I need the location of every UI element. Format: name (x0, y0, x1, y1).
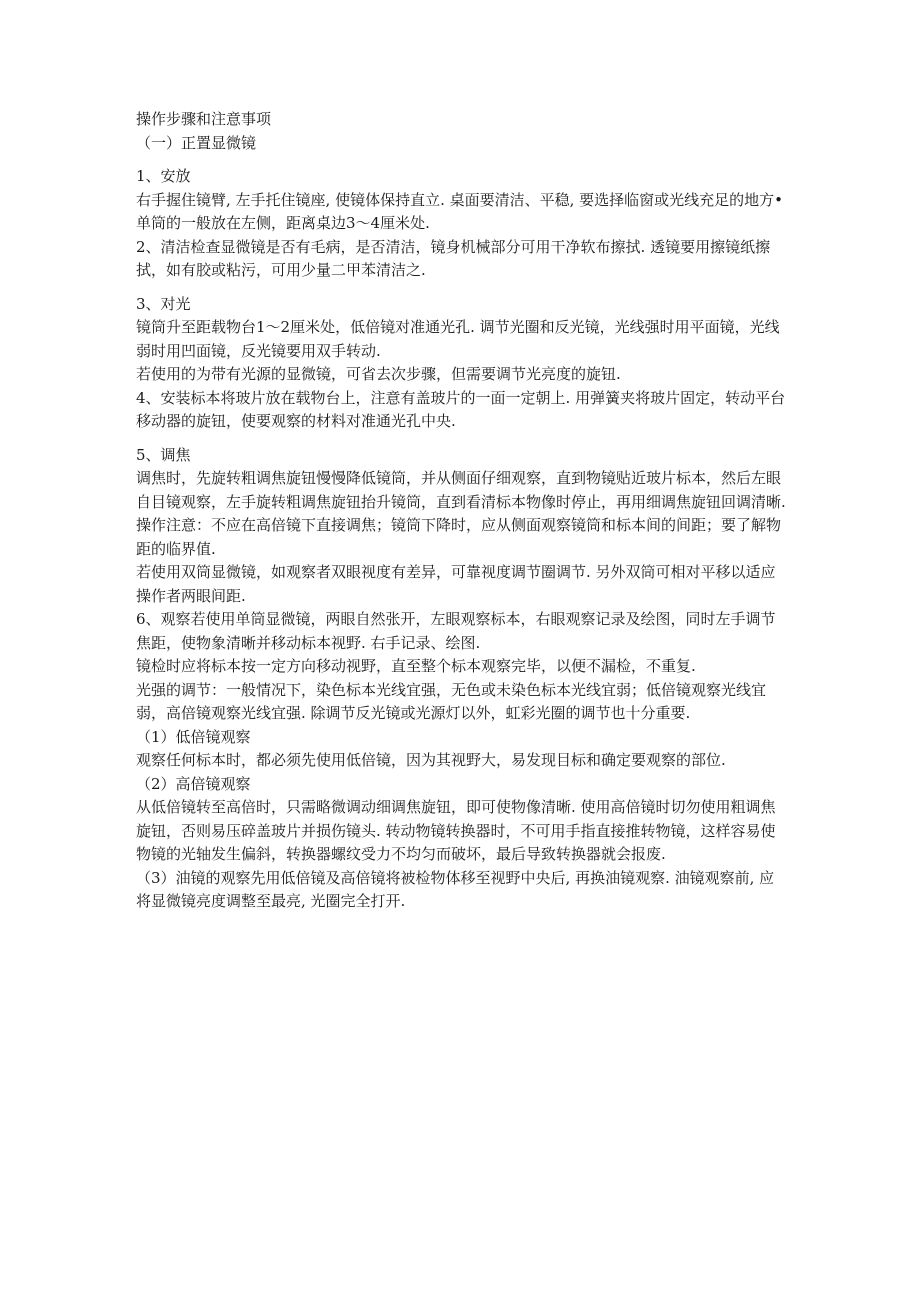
document-title: 操作步骤和注意事项 (136, 110, 272, 128)
step-3-text: 镜筒升至距载物台1～2厘米处，低倍镜对准通光孔. 调节光圈和反光镜，光线强时用平面镜，光线弱时用凹面镜，反光镜要用双手转动. (136, 318, 780, 360)
sub-3-text: （3）油镜的观察先用低倍镜及高倍镜将被检物体移至视野中央后, 再换油镜观察. 油镜观察前, 应将显微镜亮度调整至最亮, 光圈完全打开. (136, 868, 775, 910)
step-3-note: 若使用的为带有光源的显微镜，可省去次步骤，但需要调节光亮度的旋钮. (136, 365, 621, 383)
step-3-heading: 3、对光 (136, 294, 191, 313)
step-2-text: 2、清洁检查显微镜是否有毛病，是否清洁，镜身机械部分可用干净软布擦拭. 透镜要用擦镜纸擦拭，如有胶或粘污，可用少量二甲苯清洁之. (136, 237, 771, 279)
document-body (136, 108, 788, 914)
step-6-scan: 镜检时应将标本按一定方向移动视野，直至整个标本观察完毕，以便不漏检，不重复. (136, 657, 696, 675)
sub-1-heading: （1）低倍镜观察 (136, 727, 251, 746)
step-6-light: 光强的调节：一般情况下，染色标本光线宜强，无色或未染色标本光线宜弱；低倍镜观察光线宜弱，高倍镜观察光线宜强. 除调节反光镜或光源灯以外，虹彩光圈的调节也十分重要. (136, 680, 767, 722)
sub-2-heading: （2）高倍镜观察 (136, 774, 251, 793)
section-heading: （一）正置显微镜 (136, 133, 257, 152)
step-1-text: 右手握住镜臂, 左手托住镜座, 使镜体保持直立. 桌面要清洁、平稳, 要选择临窗或光线充足的地方•单筒的一般放在左侧，距离桌边3～4厘米处. (136, 190, 783, 232)
sub-1-text: 观察任何标本时，都必须先使用低倍镜，因为其视野大，易发现目标和确定要观察的部位. (136, 751, 726, 769)
step-5-binocular: 若使用双筒显微镜，如观察者双眼视度有差异，可靠视度调节圈调节. 另外双筒可相对平移以适应操作者两眼间距. (136, 563, 776, 605)
step-6-text: 6、观察若使用单筒显微镜，两眼自然张开，左眼观察标本，右眼观察记录及绘图，同时左手调节焦距，使物象清晰并移动标本视野. 右手记录、绘图. (136, 610, 776, 652)
step-5-caution: 操作注意：不应在高倍镜下直接调焦；镜筒下降时，应从侧面观察镜筒和标本间的间距；要了解物距的临界值. (136, 516, 782, 558)
step-5-heading: 5、调焦 (136, 445, 191, 464)
step-5-text: 调焦时，先旋转粗调焦旋钮慢慢降低镜筒，并从侧面仔细观察，直到物镜贴近玻片标本，然后左眼自目镜观察，左手旋转粗调焦旋钮抬升镜筒，直到看清标本物像时停止，再用细调焦旋钮回调清晰. (136, 469, 786, 511)
sub-2-text: 从低倍镜转至高倍时，只需略微调动细调焦旋钮，即可使物像清晰. 使用高倍镜时切勿使用粗调焦旋钮，否则易压碎盖玻片并损伤镜头. 转动物镜转换器时，不可用手指直接推转物镜，这样容易使物镜的光轴发生偏斜，转换器螺纹受力不均匀而破坏，最后导致转换器就会报废. (136, 798, 776, 863)
step-1-heading: 1、安放 (136, 167, 191, 185)
step-4-text: 4、安装标本将玻片放在载物台上，注意有盖玻片的一面一定朝上. 用弹簧夹将玻片固定，转动平台移动器的旋钮，使要观察的材料对准通光孔中央. (136, 388, 786, 430)
